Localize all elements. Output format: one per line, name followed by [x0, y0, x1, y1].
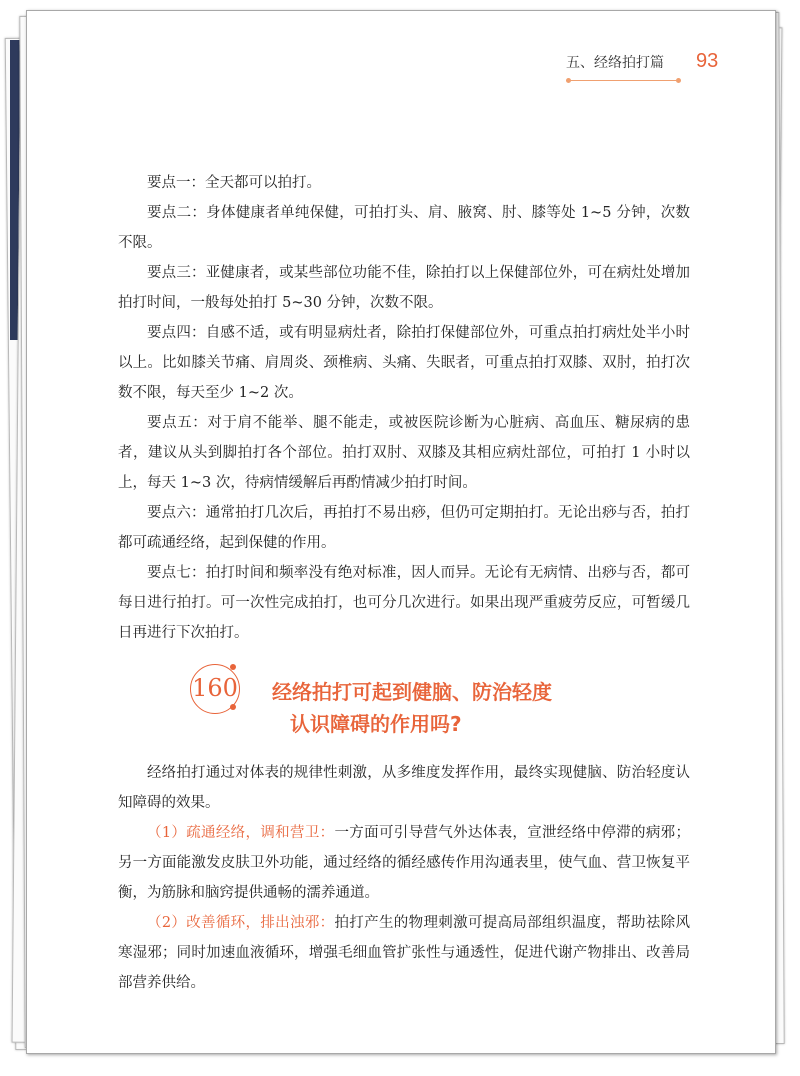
key-point: 要点六：通常拍打几次后，再拍打不易出痧，但仍可定期拍打。无论出痧与否，拍打都可疏通经络，起到保健的作用。 [118, 505, 690, 551]
badge-dot [230, 704, 236, 710]
key-point: 要点一：全天都可以拍打。 [147, 175, 321, 191]
key-point: 要点三：亚健康者，或某些部位功能不佳，除拍打以上保健部位外，可在病灶处增加拍打时间，一般每处拍打 5~30 分钟，次数不限。 [118, 265, 690, 311]
header-rule-dot [566, 78, 571, 83]
section-title-line: 经络拍打可起到健脑、防治轻度 [272, 680, 552, 704]
answer-point [118, 908, 690, 998]
key-point: 要点七：拍打时间和频率没有绝对标准，因人而异。无论有无病情、出痧与否，都可每日进行拍打。可一次性完成拍打，也可分几次进行。如果出现严重疲劳反应，可暂缓几日再进行下次拍打。 [118, 565, 690, 641]
section-title-line: 认识障碍的作用吗? [290, 712, 462, 736]
key-point: 要点四：自感不适，或有明显病灶者，除拍打保健部位外，可重点拍打病灶处半小时以上。比如膝关节痛、肩周炎、颈椎病、头痛、失眠者，可重点拍打双膝、双肘，拍打次数不限，每天至少 1~2 次。 [118, 325, 690, 401]
answer-point-text: 拍打产生的物理刺激可提高局部组织温度，帮助祛除风寒湿邪；同时加速血液循环，增强毛细血管扩张性与通透性，促进代谢产物排出、改善局部营养供给。 [118, 915, 690, 991]
header-rule-dot [676, 78, 681, 83]
answer-point-text: 一方面可引导营气外达体表，宣泄经络中停滞的病邪；另一方面能激发皮肤卫外功能，通过经络的循经感传作用沟通表里，使气血、营卫恢复平衡，为筋脉和脑窍提供通畅的濡养通道。 [118, 825, 690, 901]
section-number: 160 [192, 674, 238, 702]
answer-block [118, 758, 690, 998]
answer-point-heading: （2）改善循环，排出浊邪： [147, 915, 335, 931]
header-rule [566, 80, 680, 81]
answer-point [118, 818, 690, 908]
running-header-section: 五、经络拍打篇 [566, 55, 664, 71]
key-points-block [118, 168, 690, 648]
key-point: 要点五：对于肩不能举、腿不能走，或被医院诊断为心脏病、高血压、糖尿病的患者，建议从头到脚拍打各个部位。拍打双肘、双膝及其相应病灶部位，可拍打 1 小时以上，每天 1~3 次，待病情缓解后再酌情减少拍打时间。 [118, 415, 690, 491]
key-point: 要点二：身体健康者单纯保健，可拍打头、肩、腋窝、肘、膝等处 1~5 分钟，次数不限。 [118, 205, 690, 251]
answer-point-heading: （1）疏通经络，调和营卫： [147, 825, 335, 841]
page-number: 93 [696, 50, 719, 72]
badge-dot [230, 664, 236, 670]
section-title [272, 676, 672, 740]
answer-intro: 经络拍打通过对体表的规律性刺激，从多维度发挥作用，最终实现健脑、防治轻度认知障碍的效果。 [118, 765, 690, 811]
